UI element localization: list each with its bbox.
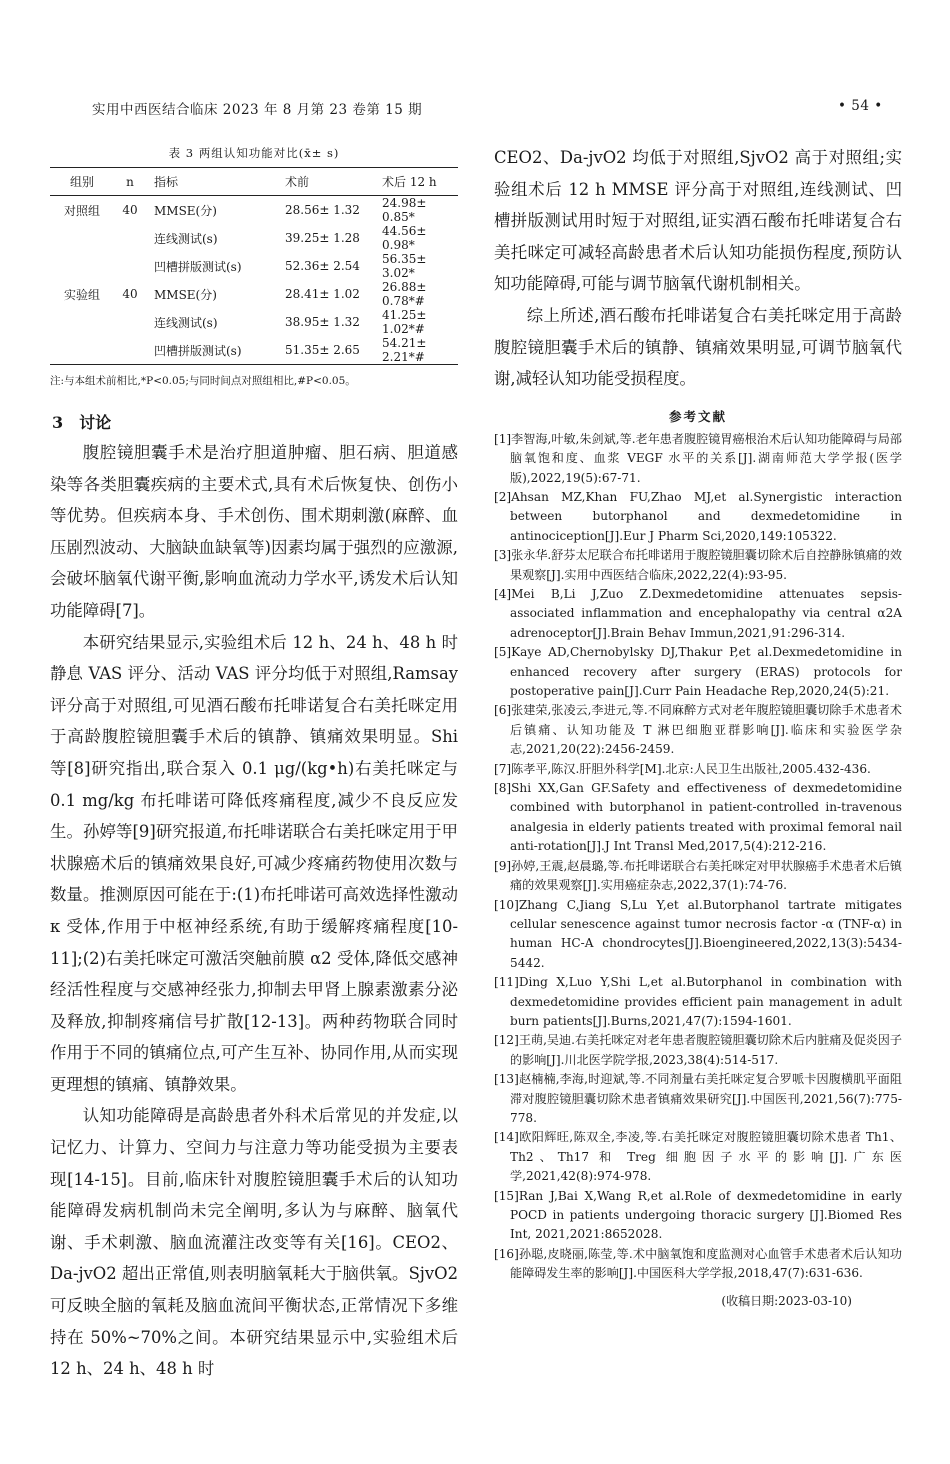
cell-preop: 52.36± 2.54 [285,259,360,273]
cell-n [114,308,146,336]
cell-indicator: MMSE(分) [154,287,217,302]
body-paragraph-continued: CEO2、Da-jvO2 均低于对照组,SjvO2 高于对照组;实验组术后 12 h MMSE 评分高于对照组,连线测试、凹槽拼版测试用时短于对照组,证实酒石酸布托啡诺复合右美托咪定可减轻高龄患者术后认知功能损伤程度,预防认知功能障碍,可能与调节脑氧代谢机制相关。 [494,148,902,294]
reference-item: [14]欧阳辉旺,陈双全,李凌,等.右美托咪定对腹腔镜胆囊切除术患者 Th1、Th2、Th17 和 Treg 细胞因子水平的影响[J].广东医学,2021,42(8):974-978. [494,1130,902,1184]
cell-preop: 39.25± 1.28 [285,231,360,245]
col-header-group: 组别 [50,168,114,196]
running-header: 实用中西医结合临床 2023 年 8 月第 23 卷第 15 期 [92,102,423,118]
table-note: 注:与本组术前相比,*P<0.05;与同时间点对照组相比,#P<0.05。 [50,375,356,387]
cell-postop: 26.88± 0.78*# [382,280,427,308]
conclusion-paragraph: 综上所述,酒石酸布托啡诺复合右美托咪定用于高龄腹腔镜胆囊手术后的镇静、镇痛效果明显,可调节脑氧代谢,减轻认知功能受损程度。 [494,305,902,389]
reference-item: [10]Zhang C,Jiang S,Lu Y,et al.Butorphanol tartrate mitigates cellular senescence against tumor necrosis factor -α (TNF-α) in human HC-A chondrocytes[J].Bioengineered,2022,13(3):5434-5442. [494,897,902,970]
cell-postop: 44.56± 0.98* [382,224,427,252]
reference-item: [2]Ahsan MZ,Khan FU,Zhao MJ,et al.Synergistic interaction between butorphanol and dexmedetomidine in antinociception[J].Eur J Pharm Sci,2020,149:105322. [494,489,902,543]
cell-n [114,252,146,280]
col-header-postop: 术后 12 h [372,168,458,196]
cell-n [114,224,146,252]
reference-item: [12]王萌,吴迪.右美托咪定对老年患者腹腔镜胆囊切除术后内脏痛及促炎因子的影响[J].川北医学院学报,2023,38(4):514-517. [494,1033,902,1067]
cell-group [50,224,114,252]
received-date: (收稿日期:2023-03-10) [721,1293,852,1308]
col-header-indicator: 指标 [146,168,273,196]
col-header-n: n [114,168,146,196]
cell-postop: 56.35± 3.02* [382,252,427,280]
reference-item: [6]张建荣,张凌云,李进元,等.不同麻醉方式对老年腹腔镜胆囊切除手术患者术后镇痛、认知功能及 T 淋巴细胞亚群影响[J].临床和实验医学杂志,2021,20(22):2456-2459. [494,703,902,757]
cell-indicator: 凹槽拼版测试(s) [146,336,273,365]
reference-item: [4]Mei B,Li J,Zuo Z.Dexmedetomidine attenuates sepsis-associated inflammation and encephalopathy via central α2A adrenoceptor[J].Brain Behav Immun,2021,91:296-314. [494,587,902,640]
cell-group [50,336,114,365]
table-row [50,336,458,365]
cell-n: 40 [122,203,138,217]
cell-postop: 41.25± 1.02*# [382,308,427,336]
cell-postop: 24.98± 0.85* [382,196,427,224]
cell-indicator: 凹槽拼版测试(s) [154,259,242,274]
cell-preop: 28.41± 1.02 [285,287,360,301]
references-heading: 参考文献 [668,408,727,424]
section-title: 讨论 [79,413,112,432]
right-column [494,142,902,1309]
table-header-row [50,168,458,196]
table-row [50,252,458,280]
reference-item: [8]Shi XX,Gan GF.Safety and effectiveness of dexmedetomidine combined with butorphanol in patient-controlled in-travenous analgesia in elderly patients treated with proximal femoral nail anti-rotation[J].J Int Transl Med,2017,5(4):212-216. [494,781,902,854]
reference-item: [3]张永华.舒芬太尼联合布托啡诺用于腹腔镜胆囊切除术后自控静脉镇痛的效果观察[J].实用中西医结合临床,2022,22(4):93-95. [494,548,902,582]
table-row [50,224,458,252]
table-row [50,308,458,336]
page-number: • 54 • [838,98,883,114]
cell-group [50,308,114,336]
cell-indicator: MMSE(分) [154,203,217,218]
reference-item: [15]Ran J,Bai X,Wang R,et al.Role of dexmedetomidine in early POCD in patients undergoing thoracic surgery [J].Biomed Res Int, 2021,2021:8652028. [494,1188,902,1242]
body-paragraph: 认知功能障碍是高龄患者外科术后常见的并发症,以记忆力、计算力、空间力与注意力等功能受损为主要表现[14-15]。目前,临床针对腹腔镜胆囊手术后的认知功能障碍发病机制尚未完全阐明,多认为与麻醉、脑氧代谢、手术刺激、脑血流灌注改变等有关[16]。CEO2、Da-jvO2 超出正常值,则表明脑氧耗大于脑供氧。SjvO2 可反映全脑的氧耗及脑血流间平衡状态,正常情况下多维持在 50%~70%之间。本研究结果显示中,实验组术后 12 h、24 h、48 h 时 [50,1106,458,1379]
cell-n [114,336,146,365]
cell-group: 实验组 [63,287,100,302]
table-row [50,280,458,308]
cell-n: 40 [122,287,138,301]
reference-item: [16]孙聪,皮晓丽,陈莹,等.术中脑氧饱和度监测对心血管手术患者术后认知功能障碍发生率的影响[J].中国医科大学学报,2018,47(7):631-636. [494,1246,902,1281]
body-paragraph: 腹腔镜胆囊手术是治疗胆道肿瘤、胆石病、胆道感染等各类胆囊疾病的主要术式,具有术后恢复快、创伤小等优势。但疾病本身、手术创伤、围术期刺激(麻醉、血压剧烈波动、大脑缺血缺氧等)因素均属于强烈的应激源,会破坏脑氧代谢平衡,影响血流动力学水平,诱发术后认知功能障碍[7]。 [50,443,458,620]
cell-postop: 54.21± 2.21*# [372,336,458,365]
section-heading [52,410,458,433]
col-header-preop: 术前 [273,168,372,196]
table-caption: 表 3 两组认知功能对比(x̄± s) [168,146,340,160]
left-column [50,142,458,1385]
cell-group: 对照组 [63,203,100,218]
cell-indicator: 连线测试(s) [154,315,218,330]
section-number: 3 [52,413,64,432]
cell-preop: 51.35± 2.65 [273,336,372,365]
reference-item: [13]赵楠楠,李海,时迎斌,等.不同剂量右美托咪定复合罗哌卡因腹横肌平面阻滞对腹腔镜胆囊切除术患者镇痛效果研究[J].中国医刊,2021,56(7):775-778. [494,1072,902,1125]
reference-item: [7]陈孝平,陈汉.肝胆外科学[M].北京:人民卫生出版社,2005.432-436. [494,761,871,776]
reference-list [494,430,902,1284]
cell-preop: 28.56± 1.32 [285,203,360,217]
reference-item: [11]Ding X,Luo Y,Shi L,et al.Butorphanol in combination with dexmedetomidine provides efficient pain management in adult burn patients[J].Burns,2021,47(7):1594-1601. [494,975,902,1028]
table-row [50,196,458,225]
reference-item: [5]Kaye AD,Chernobylsky DJ,Thakur P,et al.Dexmedetomidine in enhanced recovery after surgery (ERAS) protocols for postoperative pain[J].Curr Pain Headache Rep,2020,24(5):21. [494,645,902,699]
cognitive-function-table [50,167,458,365]
body-paragraph: 本研究结果显示,实验组术后 12 h、24 h、48 h 时静息 VAS 评分、活动 VAS 评分均低于对照组,Ramsay 评分高于对照组,可见酒石酸布托啡诺复合右美托咪定用于高龄腹腔镜胆囊手术后的镇静、镇痛效果明显。Shi 等[8]研究指出,联合泵入 0.1 μg/(kg•h)右美托咪定与 0.1 mg/kg 布托啡诺可降低疼痛程度,减少不良反应发生。孙婷等[9]研究报道,布托啡诺联合右美托咪定用于甲状腺癌术后的镇痛效果良好,可减少疼痛药物使用次数与数量。推测原因可能在于:(1)布托啡诺可高效选择性激动 κ 受体,作用于中枢神经系统,有助于缓解疼痛程度[10-11];(2)右美托咪定可激活突触前膜 α2 受体,降低交感神经活性程度与交感神经张力,抑制去甲肾上腺素激素分泌及释放,抑制疼痛信号扩散[12-13]。两种药物联合同时作用于不同的镇痛位点,可产生互补、协同作用,从而实现更理想的镇痛、镇静效果。 [50,632,458,1094]
reference-item: [9]孙婷,王震,赵晨璐,等.布托啡诺联合右美托咪定对甲状腺癌手术患者术后镇痛的效果观察[J].实用癌症杂志,2022,37(1):74-76. [494,858,902,893]
cell-indicator: 连线测试(s) [154,231,218,246]
reference-item: [1]李智海,叶敏,朱剑斌,等.老年患者腹腔镜胃癌根治术后认知功能障碍与局部脑氧饱和度、血浆 VEGF 水平的关系[J].湖南师范大学学报(医学版),2022,19(5):67-71. [494,431,902,485]
cell-preop: 38.95± 1.32 [285,315,360,329]
cell-group [50,252,114,280]
